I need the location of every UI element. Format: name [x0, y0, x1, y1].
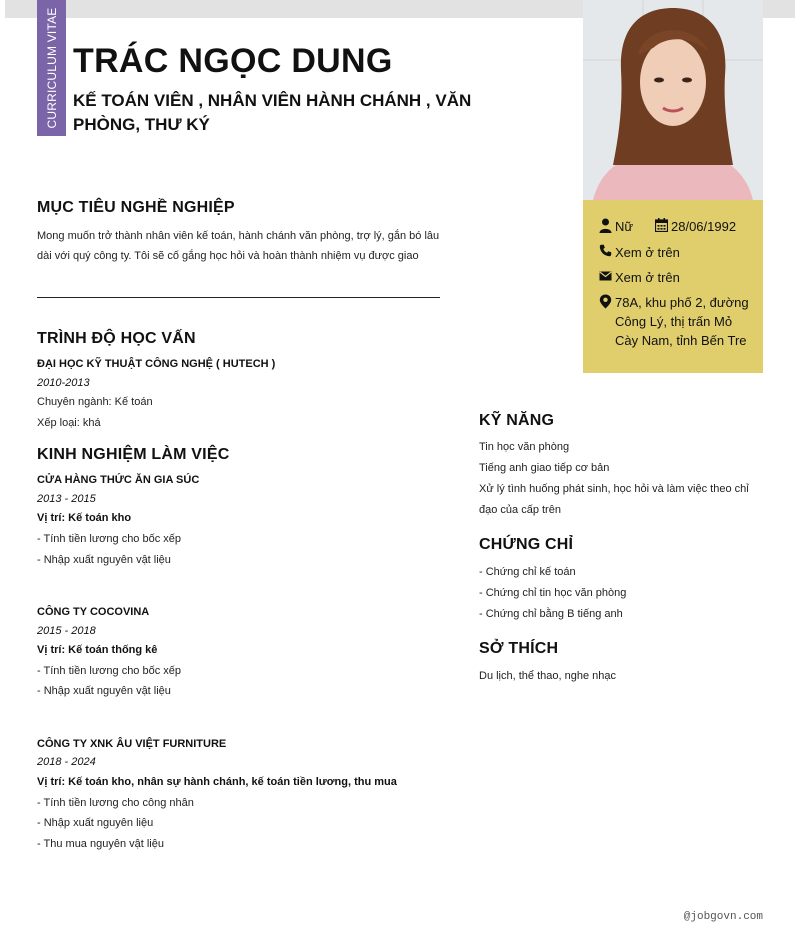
- skills-title: KỸ NĂNG: [479, 412, 555, 429]
- job-company: CÔNG TY COCOVINA: [37, 606, 150, 618]
- certificate-item: - Chứng chỉ tin học văn phòng: [479, 587, 627, 599]
- phone-value: Xem ở trên: [615, 245, 680, 260]
- email-row: [599, 268, 680, 287]
- job-position: Vị trí: Kế toán kho: [37, 512, 132, 524]
- birthday-row: [655, 217, 736, 236]
- address-value: 78A, khu phố 2, đường Công Lý, thị trấn Mỏ Cày Nam, tỉnh Bến Tre: [615, 295, 749, 348]
- job-task: - Nhập xuất nguyên vật liệu: [37, 685, 171, 697]
- phone-row: [599, 243, 680, 262]
- phone-icon: [599, 244, 612, 257]
- job-position: Vị trí: Kế toán kho, nhân sự hành chánh, kế toán tiền lương, thu mua: [37, 776, 397, 788]
- certificate-item: - Chứng chỉ bằng B tiếng anh: [479, 608, 623, 620]
- job-task: - Nhập xuất nguyên vật liệu: [37, 554, 171, 566]
- education-title: TRÌNH ĐỘ HỌC VẤN: [37, 330, 196, 347]
- job-task: - Tính tiền lương cho bốc xếp: [37, 665, 182, 677]
- candidate-name: TRÁC NGỌC DUNG: [73, 42, 393, 80]
- job-task: - Tính tiền lương cho công nhân: [37, 797, 194, 809]
- vertical-tag-label: CURRICULUM VITAE: [44, 7, 59, 129]
- job-period: 2013 - 2015: [37, 493, 96, 505]
- profile-photo: [583, 0, 763, 200]
- job-company: CỬA HÀNG THỨC ĂN GIA SÚC: [37, 474, 200, 486]
- skill-item: Xử lý tình huống phát sinh, học hỏi và làm việc theo chỉ đạo của cấp trên: [479, 483, 749, 516]
- school-name: ĐẠI HỌC KỸ THUẬT CÔNG NGHỆ ( HUTECH ): [37, 358, 276, 370]
- gender-value: Nữ: [615, 219, 634, 234]
- curriculum-vitae-tag: [37, 0, 66, 136]
- footer-watermark: @jobgovn.com: [683, 911, 763, 923]
- birthday-value: 28/06/1992: [671, 219, 737, 234]
- job-task: - Nhập xuất nguyên liệu: [37, 817, 154, 829]
- job-task: - Tính tiền lương cho bốc xếp: [37, 533, 182, 545]
- certificates-list: [479, 562, 759, 625]
- skill-item: Tiếng anh giao tiếp cơ bản: [479, 462, 610, 474]
- job-title: KẾ TOÁN VIÊN , NHÂN VIÊN HÀNH CHÁNH , VĂN PHÒNG, THƯ KÝ: [73, 91, 472, 134]
- job-period: 2015 - 2018: [37, 625, 96, 637]
- portrait-illustration: [583, 0, 763, 200]
- contact-box: [583, 200, 763, 373]
- hobbies-text: Du lịch, thể thao, nghe nhạc: [479, 670, 616, 682]
- job-company: CÔNG TY XNK ÂU VIỆT FURNITURE: [37, 738, 227, 750]
- person-icon: [599, 218, 612, 233]
- mail-icon: [599, 269, 612, 282]
- objective-title: MỤC TIÊU NGHỀ NGHIỆP: [37, 199, 235, 216]
- email-value: Xem ở trên: [615, 270, 680, 285]
- job-task: - Thu mua nguyên vật liệu: [37, 838, 164, 850]
- job-period: 2018 - 2024: [37, 756, 96, 768]
- section-divider: [37, 297, 440, 298]
- hobbies-title: SỞ THÍCH: [479, 640, 559, 657]
- calendar-icon: [655, 218, 668, 232]
- certificates-title: CHỨNG CHỈ: [479, 536, 574, 553]
- address-row: [599, 293, 749, 350]
- education-period: 2010-2013: [37, 377, 90, 389]
- skills-list: [479, 437, 759, 521]
- objective-text: Mong muốn trở thành nhân viên kế toán, hành chánh văn phòng, trợ lý, gắn bó lâu dài với quý công ty. Tôi sẽ cố gắng học hỏi và hoàn thành nhiệm vụ được giao: [37, 230, 440, 262]
- certificate-item: - Chứng chỉ kế toán: [479, 566, 576, 578]
- gender-row: [599, 217, 633, 236]
- education-grade: Xếp loại: khá: [37, 417, 101, 429]
- education-major: Chuyên ngành: Kế toán: [37, 396, 153, 408]
- skill-item: Tin học văn phòng: [479, 441, 570, 453]
- location-pin-icon: [599, 294, 612, 309]
- experience-title: KINH NGHIỆM LÀM VIỆC: [37, 446, 230, 463]
- job-position: Vị trí: Kế toán thống kê: [37, 644, 158, 656]
